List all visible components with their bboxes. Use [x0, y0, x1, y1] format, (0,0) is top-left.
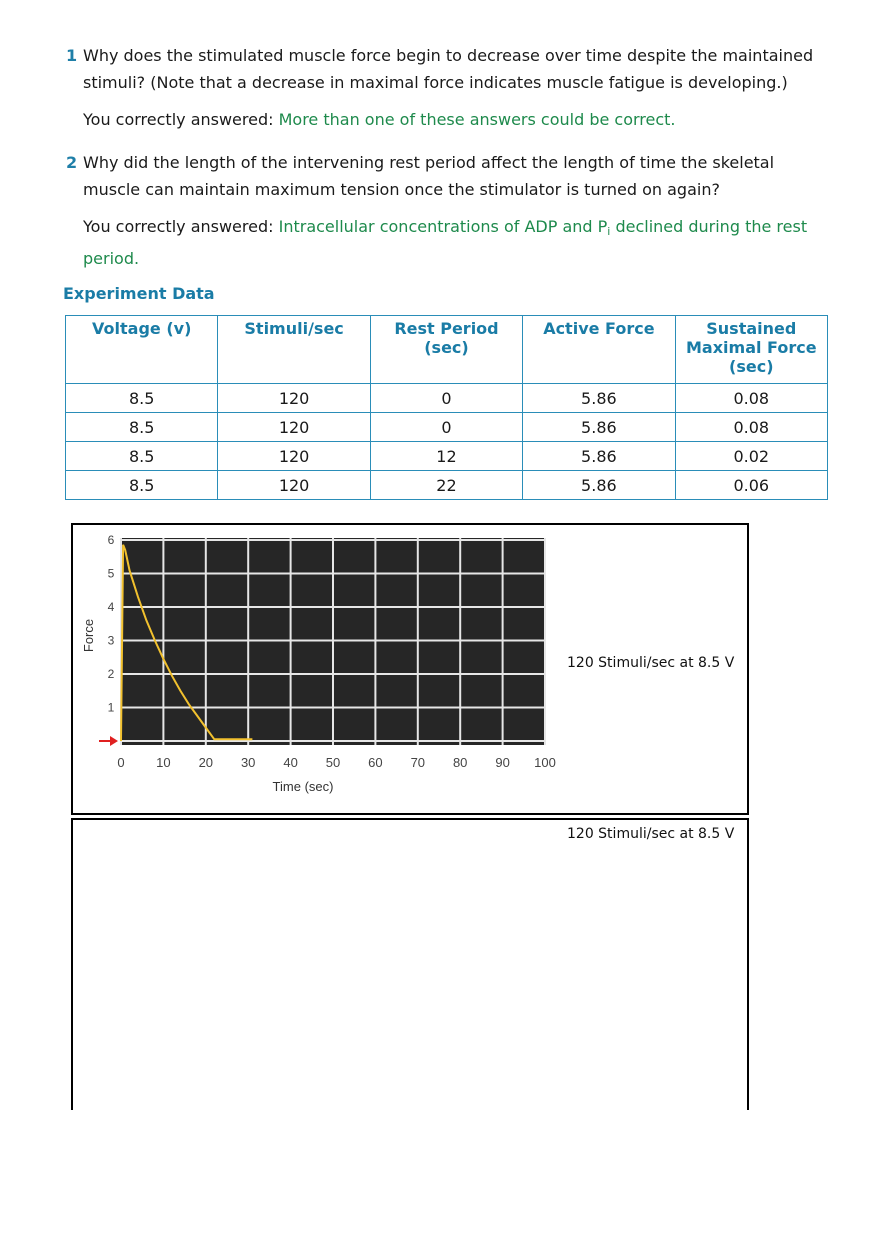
table-cell: 0.06	[675, 471, 827, 500]
y-tick-label: 5	[107, 566, 115, 581]
graph-panel-1	[71, 523, 749, 815]
x-tick-label: 80	[452, 755, 468, 770]
question-number: 2	[66, 153, 78, 172]
question-1	[66, 42, 826, 133]
header-active-force: Active Force	[523, 316, 675, 384]
x-axis-label: Time (sec)	[272, 779, 334, 794]
graph-panel-2	[71, 818, 749, 1110]
x-tick-label: 40	[283, 755, 298, 770]
subscript-i: i	[607, 225, 611, 238]
table-cell: 12	[370, 442, 522, 471]
question-text: Why did the length of the intervening rest period affect the length of time the skeletal muscle can maintain maximum tension once the stimulator is turned on again?	[83, 153, 775, 199]
experiment-data-table	[65, 315, 828, 500]
x-tick-label: 100	[534, 755, 556, 770]
table-cell: 5.86	[523, 413, 675, 442]
table-cell: 0.08	[675, 413, 827, 442]
header-rest-period: Rest Period (sec)	[370, 316, 522, 384]
x-tick-label: 0	[117, 755, 125, 770]
force-time-chart	[73, 525, 573, 813]
table-cell: 0	[370, 413, 522, 442]
table-cell: 22	[370, 471, 522, 500]
table-cell: 8.5	[66, 384, 218, 413]
table-cell: 5.86	[523, 471, 675, 500]
panel-label: 120 Stimuli/sec at 8.5 V	[567, 655, 735, 671]
x-tick-label: 30	[240, 755, 256, 770]
answer-prefix: You correctly answered:	[83, 110, 274, 129]
x-tick-label: 20	[198, 755, 214, 770]
y-tick-label: 2	[107, 667, 115, 681]
panel-label: 120 Stimuli/sec at 8.5 V	[567, 826, 735, 842]
answer-prefix: You correctly answered:	[83, 217, 274, 236]
table-cell: 120	[218, 413, 370, 442]
y-axis-label: Force	[81, 618, 96, 653]
question-2	[66, 149, 826, 272]
y-tick-label: 6	[107, 533, 115, 547]
answer-text: More than one of these answers could be correct.	[278, 110, 676, 129]
y-tick-label: 3	[107, 633, 115, 648]
table-cell: 8.5	[66, 442, 218, 471]
table-cell: 120	[218, 384, 370, 413]
experiment-data-title: Experiment Data	[63, 284, 215, 303]
x-tick-label: 60	[368, 755, 383, 770]
table-cell: 120	[218, 471, 370, 500]
answer-text: Intracellular concentrations of ADP and $P_i$ declined during the rest period.	[83, 217, 808, 268]
y-tick-label: 4	[107, 600, 115, 614]
table-row	[66, 471, 828, 500]
table-cell: 0.02	[675, 442, 827, 471]
table-cell: 8.5	[66, 413, 218, 442]
header-sustained-maximal-force: Sustained Maximal Force (sec)	[675, 316, 827, 384]
table-cell: 5.86	[523, 442, 675, 471]
table-cell: 8.5	[66, 471, 218, 500]
x-tick-label: 90	[495, 755, 510, 770]
x-tick-label: 70	[410, 755, 426, 770]
header-voltage: Voltage (v)	[66, 316, 218, 384]
header-stimuli: Stimuli/sec	[218, 316, 370, 384]
table-row	[66, 413, 828, 442]
table-row	[66, 384, 828, 413]
table-row	[66, 442, 828, 471]
table-cell: 0	[370, 384, 522, 413]
table-cell: 120	[218, 442, 370, 471]
question-text: Why does the stimulated muscle force begin to decrease over time despite the maintained stimuli? (Note that a decrease in maximal force indicates muscle fatigue is developing.)	[83, 46, 814, 92]
x-tick-label: 50	[325, 755, 341, 770]
y-tick-label: 1	[107, 700, 115, 715]
table-header-row	[66, 316, 828, 384]
answer-line	[83, 213, 826, 272]
answer-line	[83, 106, 826, 133]
question-number: 1	[66, 46, 78, 65]
table-cell: 5.86	[523, 384, 675, 413]
table-cell: 0.08	[675, 384, 827, 413]
x-tick-label: 10	[156, 755, 171, 770]
